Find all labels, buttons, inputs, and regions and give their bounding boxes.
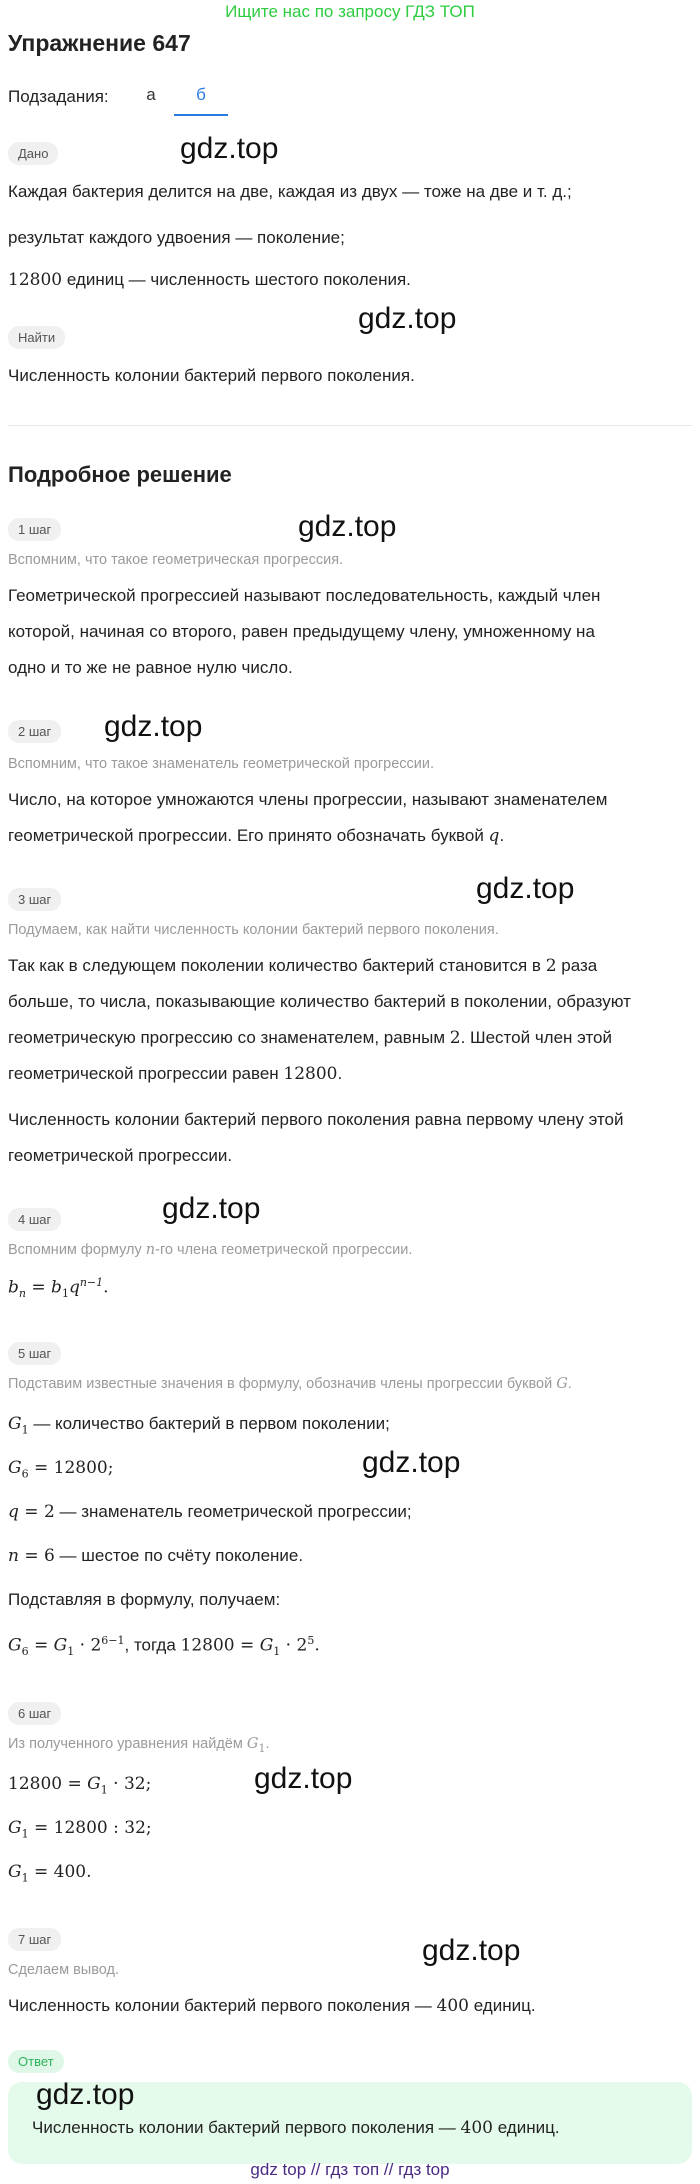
text: , тогда [124,1635,181,1655]
watermark: gdz.top [298,510,397,543]
step-1-badge: 1 шаг [8,518,61,541]
var-n: n [8,1546,19,1566]
text: . [567,1376,572,1392]
step-2-line-2-end: . [499,826,505,845]
step-2-line-1: Число, на которое умножаются члены прогрессии, называют знаменателем [8,790,608,809]
subtask-tab-a[interactable]: а [146,85,156,104]
given-line-3-text: единиц — численность шестого поколения. [62,270,411,289]
text: . [265,1736,270,1752]
var-b: b [8,1277,19,1298]
step-6-line-3: $G_1 = 400$. [8,1862,92,1885]
value: = 12800 : 32; [28,1818,152,1838]
step-5-line-6: $G_6 = G_1 \cdot 2^{6-1}$, тогда $12800 = G_1 \cdot 2^5$. [8,1634,320,1659]
text: . [337,1064,343,1083]
step-5-line-5: Подставляя в формулу, получаем: [8,1590,281,1609]
footer-links[interactable]: gdz top // гдз топ // гдз top [250,2160,450,2179]
number: 12800 [180,1635,235,1656]
step-7-badge: 7 шаг [8,1928,61,1951]
text: Из полученного уравнения найдём [8,1736,247,1752]
step-7-line-1 [8,1996,536,2016]
number: 400 [436,1996,469,2016]
watermark: gdz.top [254,1762,353,1795]
step-6-hint: Из полученного уравнения найдём $G_1$. [8,1736,270,1755]
value: = 400. [28,1862,92,1882]
given-badge: Дано [8,142,58,165]
watermark: gdz.top [476,872,575,905]
step-5-line-3 [8,1502,412,1522]
watermark: gdz.top [104,710,203,743]
text: Подставим известные значения в формулу, обозначив члены прогрессии буквой [8,1376,557,1392]
text: Так как в следующем поколении количество бактерий становится в [8,956,546,975]
value: = 12800; [28,1458,114,1478]
step-1-line-1: Геометрической прогрессией называют последовательность, каждый член [8,586,601,605]
var-n: n [145,1242,156,1258]
text: единиц. [468,1996,536,2015]
text: — шестое по счёту поколение. [54,1546,304,1565]
step-3-line-3 [8,1028,612,1048]
value: · 32; [107,1774,152,1794]
watermark: gdz.top [180,132,279,165]
step-5-line-4 [8,1546,303,1566]
value: = 2 [18,1502,55,1522]
step-5-hint [8,1376,572,1392]
exponent: n−1 [79,1276,104,1289]
top-banner[interactable]: Ищите нас по запросу ГДЗ ТОП [225,2,475,21]
step-2-line-2 [8,826,504,846]
subscript: n [18,1287,26,1301]
var-q: q [488,826,500,846]
var-b: b [51,1277,62,1298]
text: единиц. [492,2118,560,2137]
var-g: G [556,1376,568,1392]
step-3-hint: Подумаем, как найти численность колонии бактерий первого поколения. [8,922,499,938]
watermark: gdz.top [36,2078,135,2111]
step-1-line-2: которой, начиная со второго, равен предыдущему члену, умноженному на [8,622,595,641]
subtasks-label: Подзадания: [8,87,109,106]
number: 2 [545,956,557,976]
given-line-3 [8,270,411,290]
step-3-line-4 [8,1064,342,1084]
text: геометрическую прогрессию со знаменателем, равным [8,1028,450,1047]
subtask-tab-b[interactable]: б [174,84,228,116]
watermark: gdz.top [162,1192,261,1225]
text: раза [556,956,598,975]
number: 12800 [8,1774,63,1794]
step-3-badge: 3 шаг [8,888,61,911]
step-5-line-1: $G_1$ — количество бактерий в первом поколении; [8,1414,390,1437]
subscript: 1 [61,1287,69,1301]
text: Численность колонии бактерий первого поколения — [32,2118,461,2137]
given-line-1: Каждая бактерия делится на две, каждая из двух — тоже на две и т. д.; [8,182,572,201]
number: 400 [460,2118,493,2138]
text: . Шестой член этой [460,1028,613,1047]
step-3-line-2: больше, то числа, показывающие количество бактерий в поколении, образуют [8,992,631,1011]
answer-badge: Ответ [8,2050,64,2073]
divider [8,425,692,426]
step-6-badge: 6 шаг [8,1702,61,1725]
find-badge: Найти [8,326,65,349]
find-line: Численность колонии бактерий первого поколения. [8,366,415,385]
step-4-badge: 4 шаг [8,1208,61,1231]
step-3-line-5: Численность колонии бактерий первого поколения равна первому члену этой [8,1110,624,1129]
value: = 6 [18,1546,55,1566]
step-1-line-3: одно и то же не равное нулю число. [8,658,293,677]
var-q: q [68,1277,80,1298]
text: Вспомним формулу [8,1242,146,1258]
step-1-hint: Вспомним, что такое геометрическая прогрессия. [8,552,344,568]
step-7-hint: Сделаем вывод. [8,1962,120,1978]
text: геометрической прогрессии равен [8,1064,284,1083]
text: Численность колонии бактерий первого поколения — [8,1996,437,2015]
step-5-line-2: $G_6 = 12800$; [8,1458,114,1481]
step-5-badge: 5 шаг [8,1342,61,1365]
period: . [103,1277,109,1298]
number: 12800 [283,1064,338,1084]
watermark: gdz.top [422,1934,521,1967]
step-4-hint [8,1242,412,1258]
step-3-line-1 [8,956,597,976]
step-2-badge: 2 шаг [8,720,61,743]
watermark: gdz.top [362,1446,461,1479]
step-2-line-2-text: геометрической прогрессии. Его принято обозначать буквой [8,826,489,845]
var-q: q [8,1502,19,1522]
step-6-line-1: $12800 = G_1 \cdot 32$; [8,1774,152,1797]
step-6-line-2: $G_1 = 12800$ : 32; [8,1818,152,1841]
step-4-formula [8,1276,109,1300]
watermark: gdz.top [358,302,457,335]
number: 2 [449,1028,461,1048]
step-3-line-6: геометрической прогрессии. [8,1146,233,1165]
text: — знаменатель геометрической прогрессии; [54,1502,412,1521]
given-line-2: результат каждого удвоения — поколение; [8,228,345,247]
text: -го члена геометрической прогрессии. [155,1242,413,1258]
step-2-hint: Вспомним, что такое знаменатель геометрической прогрессии. [8,756,435,772]
text: — количество бактерий в первом поколении; [28,1414,390,1433]
given-number: 12800 [8,270,63,290]
page-title: Упражнение 647 [8,30,191,56]
answer-text [32,2118,560,2138]
solution-heading: Подробное решение [8,462,232,487]
equals: = [25,1277,52,1298]
